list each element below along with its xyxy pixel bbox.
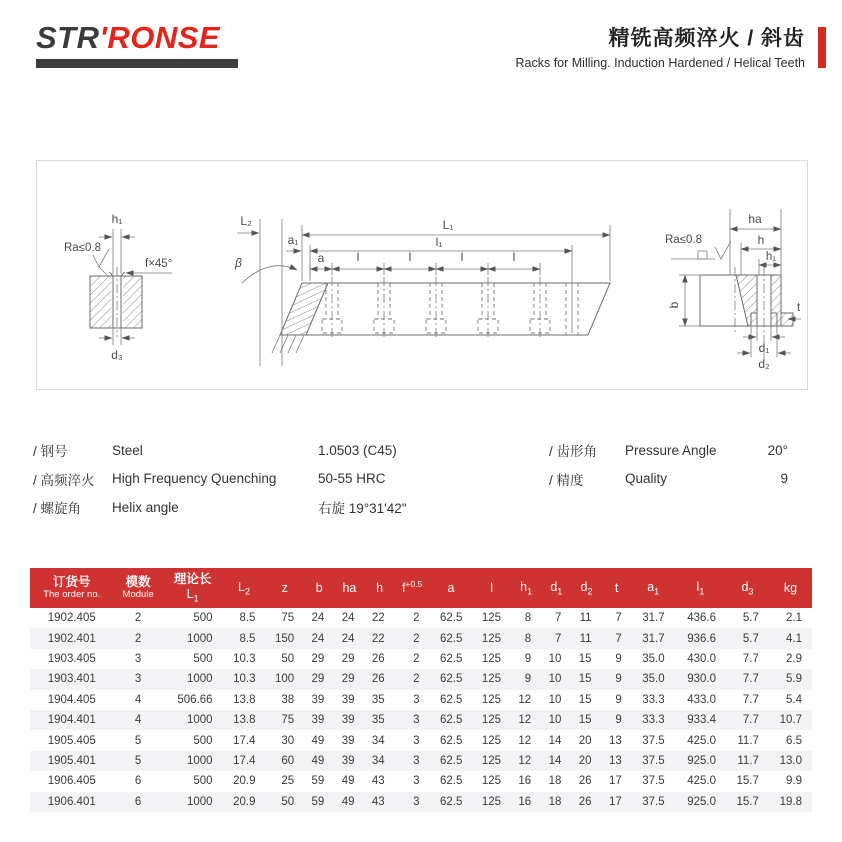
cell-d2: 26 (578, 795, 592, 808)
cell-l1: 436.6 (687, 612, 717, 625)
cell-L2: 13.8 (233, 714, 256, 727)
cell-a1: 33.3 (642, 693, 665, 706)
cell-order-no: 1903.401 (47, 673, 96, 686)
cell-L1: 1000 (186, 632, 213, 645)
cell-module: 6 (134, 775, 142, 788)
logo-text-str: STR (36, 20, 100, 55)
cell-l: 125 (481, 673, 502, 686)
cell-l1: 433.0 (687, 693, 717, 706)
cell-l1: 425.0 (687, 775, 717, 788)
cell-ha: 29 (341, 652, 355, 665)
cell-a: 62.5 (439, 775, 463, 788)
cell-h: 35 (371, 714, 385, 727)
cell-d1: 14 (548, 754, 562, 767)
cell-l: 125 (481, 795, 502, 808)
cell-l1: 925.0 (687, 795, 717, 808)
cell-L1: 1000 (186, 673, 213, 686)
cell-h: 22 (371, 612, 385, 625)
cell-d1: 10 (548, 673, 562, 686)
cell-kg: 6.5 (786, 734, 802, 747)
cell-d3: 7.7 (742, 652, 759, 665)
cell-h: 43 (371, 775, 385, 788)
cell-f: 3 (413, 775, 420, 788)
cell-l1: 933.4 (687, 714, 717, 727)
cell-d1: 10 (548, 652, 562, 665)
spec-value: 50-55 HRC (318, 471, 386, 487)
spec-row-pressure-angle (549, 436, 788, 465)
specifications-right (549, 436, 788, 493)
table-row-1902.405 (30, 608, 812, 628)
cell-z: 50 (281, 652, 295, 665)
spec-label-en: Quality (625, 471, 668, 487)
cell-d2: 15 (578, 652, 592, 665)
spec-value: 20° (767, 442, 788, 458)
technical-drawing-panel (36, 160, 808, 390)
cell-L1: 506.66 (177, 693, 213, 706)
cell-d2: 15 (578, 673, 592, 686)
cell-ha: 24 (341, 612, 355, 625)
cell-h: 34 (371, 754, 385, 767)
cell-b: 49 (311, 754, 325, 767)
cell-module: 4 (134, 693, 142, 706)
angle-arc (242, 266, 297, 283)
dim-label-t: t (797, 302, 801, 314)
col-header-a: a (429, 568, 472, 608)
cell-z: 25 (281, 775, 295, 788)
cell-h: 26 (371, 652, 385, 665)
cell-l: 125 (481, 754, 502, 767)
cell-module: 3 (134, 673, 142, 686)
spec-label-en: High Frequency Quenching (112, 471, 277, 487)
dim-label-ha: ha (748, 212, 762, 226)
cell-module: 6 (134, 795, 142, 808)
cell-d2: 20 (578, 754, 592, 767)
cell-z: 60 (281, 754, 295, 767)
dim-label-L2: L₂ (240, 214, 252, 228)
hole-group (530, 277, 550, 339)
cell-ha: 39 (341, 693, 355, 706)
cell-ha: 39 (341, 714, 355, 727)
page-title-en: Racks for Milling. Induction Hardened / Helical Teeth (515, 56, 805, 70)
cell-h1: 12 (518, 754, 532, 767)
col-header-h: h (365, 568, 395, 608)
cell-f: 3 (413, 734, 420, 747)
spec-label-en: Steel (112, 442, 143, 458)
cell-d2: 11 (579, 632, 592, 645)
product-table (30, 568, 812, 812)
header-accent-bar (818, 27, 826, 68)
cell-d2: 20 (578, 734, 592, 747)
cell-z: 75 (281, 714, 295, 727)
cell-L1: 1000 (186, 714, 213, 727)
cell-module: 5 (134, 734, 142, 747)
extension-lines (302, 225, 610, 333)
cell-h1: 16 (518, 775, 532, 788)
cell-d1: 14 (548, 734, 562, 747)
cell-h1: 16 (518, 795, 532, 808)
cell-L2: 17.4 (233, 734, 256, 747)
page-titles (516, 22, 806, 70)
cell-kg: 5.4 (786, 693, 802, 706)
cell-module: 4 (134, 714, 142, 727)
table-row-1903.405 (30, 649, 812, 669)
cell-h: 26 (371, 673, 385, 686)
table-row-1902.401 (30, 628, 812, 648)
cell-kg: 10.7 (779, 714, 802, 727)
table-row-1903.401 (30, 669, 812, 689)
col-header-L2: $L_2$ (223, 568, 266, 608)
cell-b: 39 (311, 714, 325, 727)
cell-module: 3 (134, 652, 142, 665)
cell-a1: 37.5 (642, 795, 665, 808)
cell-h1: 12 (518, 693, 532, 706)
col-header-a1: $a_1$ (632, 568, 675, 608)
cell-module: 2 (134, 612, 142, 625)
cell-L1: 500 (193, 775, 213, 788)
cell-a: 62.5 (439, 673, 463, 686)
extension-lines (679, 275, 700, 326)
spec-row-quenching (33, 465, 513, 494)
cell-a1: 37.5 (642, 734, 665, 747)
hole-features (322, 277, 578, 339)
cell-a1: 33.3 (642, 714, 665, 727)
cell-l: 125 (481, 734, 502, 747)
cell-l: 125 (481, 652, 502, 665)
cell-a: 62.5 (439, 612, 463, 625)
technical-drawing-side-view (232, 161, 652, 389)
spec-value: 右旋 19°31'42" (318, 501, 407, 517)
cell-b: 39 (311, 693, 325, 706)
table-body (30, 608, 812, 812)
cell-h: 43 (371, 795, 385, 808)
cell-L2: 8.5 (239, 632, 256, 645)
dim-label-l: l (512, 250, 516, 264)
cell-h1: 9 (524, 652, 532, 665)
col-header-d3: $d_3$ (726, 568, 769, 608)
cell-a1: 31.7 (642, 612, 665, 625)
cell-b: 29 (311, 673, 325, 686)
col-header-L1: 理论长 $L_1$ (163, 568, 223, 608)
cell-order-no: 1904.401 (47, 714, 96, 727)
cell-z: 75 (281, 612, 295, 625)
cell-d3: 11.7 (737, 734, 759, 747)
cell-l: 125 (481, 714, 502, 727)
technical-drawing-end-section (37, 161, 232, 389)
cell-d3: 11.7 (737, 754, 759, 767)
cell-f: 3 (413, 754, 420, 767)
spec-row-steel (33, 436, 513, 465)
cell-d2: 15 (578, 714, 592, 727)
cell-d3: 7.7 (742, 714, 759, 727)
col-header-f: $f^{+0.5}$ (395, 568, 430, 608)
col-header-l: l (472, 568, 511, 608)
cell-b: 49 (311, 734, 325, 747)
cell-z: 50 (281, 795, 295, 808)
cell-f: 2 (413, 652, 420, 665)
logo (36, 20, 238, 68)
hatch-area (91, 277, 112, 328)
cell-L1: 500 (193, 652, 213, 665)
cell-t: 9 (615, 652, 622, 665)
table-row-1906.401 (30, 792, 812, 812)
cell-h1: 12 (518, 714, 532, 727)
hole-group (374, 277, 394, 339)
cell-L2: 10.3 (233, 652, 256, 665)
cell-order-no: 1905.401 (47, 754, 96, 767)
page-title-cn: 精铣高频淬火 / 斜齿 (608, 27, 805, 50)
cell-h1: 8 (524, 632, 532, 645)
spec-value: 9 (780, 471, 788, 487)
cell-L1: 500 (193, 612, 213, 625)
col-header-b: b (304, 568, 334, 608)
cell-a1: 35.0 (642, 673, 665, 686)
spec-label-cn: / 齿形角 (549, 444, 598, 460)
surface-finish-icon (715, 241, 731, 259)
cell-module: 2 (134, 632, 142, 645)
cell-ha: 24 (341, 632, 355, 645)
cell-kg: 13.0 (779, 754, 802, 767)
cell-t: 9 (615, 714, 622, 727)
cell-d1: 7 (554, 612, 562, 625)
spec-label-en: Helix angle (112, 499, 179, 515)
cell-a1: 31.7 (642, 632, 665, 645)
hatch-area (123, 277, 142, 328)
spec-label-cn: / 钢号 (33, 444, 68, 460)
dim-label-b: b (667, 301, 681, 309)
cell-L1: 1000 (186, 754, 213, 767)
dim-label-beta: β (235, 256, 242, 270)
cell-a: 62.5 (439, 652, 463, 665)
table-head (30, 568, 812, 608)
cell-z: 150 (274, 632, 295, 645)
cell-L2: 20.9 (233, 775, 256, 788)
col-header-d1: $d_1$ (541, 568, 571, 608)
cell-b: 29 (311, 652, 325, 665)
cell-b: 59 (311, 795, 325, 808)
col-header-module: 模数 Module (114, 568, 163, 608)
cell-l1: 925.0 (687, 754, 717, 767)
cell-d1: 18 (548, 775, 562, 788)
hatch-area (771, 275, 793, 326)
technical-drawing-tooth-section (641, 161, 809, 389)
cell-kg: 4.1 (786, 632, 802, 645)
cell-kg: 9.9 (786, 775, 802, 788)
cell-d2: 26 (578, 775, 592, 788)
symbol-box (698, 251, 707, 259)
rack-outline (280, 283, 610, 335)
cell-f: 3 (413, 693, 420, 706)
cell-d3: 7.7 (742, 673, 759, 686)
dim-label-h1: h₁ (111, 212, 123, 226)
cell-d1: 18 (548, 795, 562, 808)
cell-t: 13 (608, 754, 622, 767)
cell-ha: 39 (341, 754, 355, 767)
table-row-1905.405 (30, 730, 812, 750)
cell-d1: 10 (548, 714, 562, 727)
cell-d3: 15.7 (736, 795, 759, 808)
cell-h: 34 (371, 734, 385, 747)
cell-a: 62.5 (439, 693, 463, 706)
cell-b: 24 (311, 612, 325, 625)
hole-group (426, 277, 446, 339)
break-lines (272, 335, 304, 353)
cell-f: 2 (413, 612, 420, 625)
dim-label-a: a (317, 251, 325, 265)
cell-f: 2 (413, 632, 420, 645)
cell-order-no: 1903.405 (47, 652, 96, 665)
table-header-row (30, 568, 812, 608)
cell-h1: 9 (524, 673, 532, 686)
cell-kg: 2.1 (786, 612, 802, 625)
spec-row-helix-angle (33, 493, 513, 522)
logo-text-ronse: 'RONSE (99, 20, 221, 55)
cell-t: 13 (608, 734, 622, 747)
specifications-left (33, 436, 513, 522)
cell-t: 17 (608, 795, 622, 808)
cell-h: 22 (371, 632, 385, 645)
spec-value: 1.0503 (C45) (318, 442, 397, 458)
dim-label-l: l (408, 250, 412, 264)
cell-f: 2 (413, 673, 420, 686)
col-header-t: t (602, 568, 632, 608)
cell-order-no: 1904.405 (47, 693, 96, 706)
cell-f: 3 (413, 795, 420, 808)
dim-label-d3: d₃ (111, 348, 123, 362)
cell-L2: 17.4 (233, 754, 256, 767)
cell-t: 9 (615, 693, 622, 706)
cell-l: 125 (481, 632, 502, 645)
cell-t: 7 (615, 612, 622, 625)
dim-label-ra: Ra≤0.8 (665, 234, 702, 246)
cell-l1: 936.6 (687, 632, 717, 645)
cell-z: 100 (274, 673, 295, 686)
dim-label-l1: l₁ (435, 235, 443, 249)
cell-d2: 11 (579, 612, 592, 625)
spec-label-en: Pressure Angle (625, 442, 717, 458)
cell-a: 62.5 (439, 714, 463, 727)
col-header-l1: $l_1$ (675, 568, 726, 608)
cell-l: 125 (481, 693, 502, 706)
cell-L1: 1000 (186, 795, 213, 808)
cell-kg: 2.9 (786, 652, 802, 665)
cell-d3: 5.7 (742, 612, 759, 625)
cell-module: 5 (134, 754, 142, 767)
dim-label-f45: f×45° (145, 258, 173, 270)
col-header-z: z (265, 568, 304, 608)
cell-L2: 8.5 (239, 612, 256, 625)
cell-order-no: 1906.405 (47, 775, 96, 788)
spec-label-cn: / 精度 (549, 472, 584, 488)
cell-d1: 7 (554, 632, 562, 645)
dim-label-a1: a₁ (287, 233, 299, 247)
table-row-1904.405 (30, 690, 812, 710)
cell-a1: 37.5 (642, 754, 665, 767)
cell-order-no: 1905.405 (47, 734, 96, 747)
cell-a1: 37.5 (642, 775, 665, 788)
product-table-section (30, 568, 812, 812)
col-header-h1: $h_1$ (511, 568, 541, 608)
extension-lines (260, 219, 282, 366)
col-header-d2: $d_2$ (571, 568, 601, 608)
cell-a: 62.5 (439, 734, 463, 747)
dim-label-ra: Ra≤0.8 (64, 242, 101, 254)
cell-ha: 49 (341, 795, 355, 808)
table-row-1906.405 (30, 771, 812, 791)
cell-ha: 39 (341, 734, 355, 747)
cell-d3: 5.7 (742, 632, 759, 645)
dim-label-L1: L₁ (442, 218, 454, 232)
dim-label-h1: h₁ (765, 251, 777, 263)
cell-t: 9 (615, 673, 622, 686)
col-header-kg: kg (769, 568, 812, 608)
cell-kg: 5.9 (786, 673, 802, 686)
logo-text (36, 20, 238, 56)
cell-a: 62.5 (439, 632, 463, 645)
cell-t: 7 (615, 632, 622, 645)
hole-group (478, 277, 498, 339)
cell-order-no: 1902.405 (47, 612, 96, 625)
cell-order-no: 1902.401 (47, 632, 96, 645)
cell-h: 35 (371, 693, 385, 706)
spec-label-cn: / 高频淬火 (33, 472, 95, 488)
cell-z: 30 (281, 734, 295, 747)
cell-d3: 7.7 (742, 693, 759, 706)
cell-b: 59 (311, 775, 325, 788)
dim-label-l: l (460, 250, 464, 264)
dim-label-d2: d₂ (758, 357, 770, 371)
cell-a1: 35.0 (642, 652, 665, 665)
col-header-ha: ha (334, 568, 364, 608)
cell-a: 62.5 (439, 795, 463, 808)
table-row-1905.401 (30, 751, 812, 771)
cell-f: 3 (413, 714, 420, 727)
cell-l1: 430.0 (687, 652, 717, 665)
cell-b: 24 (311, 632, 325, 645)
cell-ha: 29 (341, 673, 355, 686)
col-header-order-no: 订货号 The order no. (30, 568, 114, 608)
cell-l1: 930.0 (687, 673, 717, 686)
cell-h1: 8 (524, 612, 532, 625)
cell-l: 125 (481, 775, 502, 788)
hatch-area (280, 283, 328, 335)
spec-label-cn: / 螺旋角 (33, 501, 82, 517)
cell-d2: 15 (578, 693, 592, 706)
cell-z: 38 (281, 693, 295, 706)
cell-l: 125 (481, 612, 502, 625)
dim-label-h: h (757, 233, 765, 247)
cell-d1: 10 (548, 693, 562, 706)
leader-line (99, 267, 107, 275)
cell-order-no: 1906.401 (47, 795, 96, 808)
dim-label-l: l (356, 250, 360, 264)
cell-d3: 15.7 (736, 775, 759, 788)
cell-l1: 425.0 (687, 734, 717, 747)
cell-t: 17 (608, 775, 622, 788)
cell-ha: 49 (341, 775, 355, 788)
cell-h1: 12 (518, 734, 532, 747)
table-row-1904.401 (30, 710, 812, 730)
cell-L1: 500 (193, 734, 213, 747)
cell-a: 62.5 (439, 754, 463, 767)
cell-L2: 13.8 (233, 693, 256, 706)
dim-label-d1: d₁ (758, 341, 770, 355)
logo-underline (36, 59, 238, 68)
cell-kg: 19.8 (779, 795, 802, 808)
cell-L2: 10.3 (233, 673, 256, 686)
cell-L2: 20.9 (233, 795, 256, 808)
spec-row-quality (549, 465, 788, 494)
